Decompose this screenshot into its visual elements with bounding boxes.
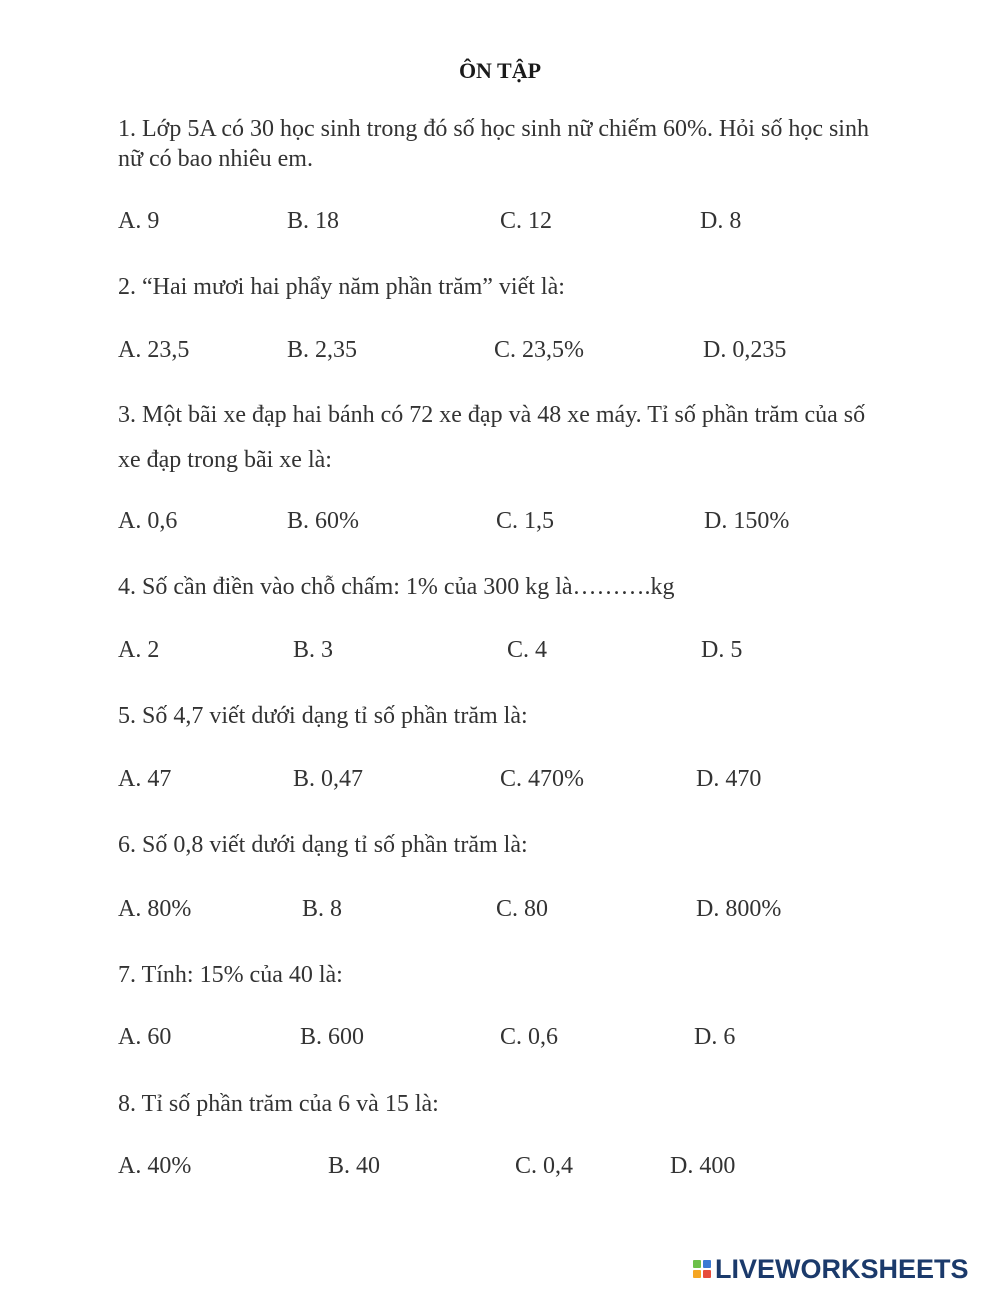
q2-option-c: C. 23,5% — [494, 337, 584, 363]
q5-option-c: C. 470% — [500, 766, 584, 792]
q6-option-c: C. 80 — [496, 896, 549, 922]
q8-option-a: A. 40% — [118, 1153, 192, 1179]
q1-option-b: B. 18 — [287, 208, 340, 234]
q7-option-d: D. 6 — [694, 1024, 736, 1050]
logo-text: LIVEWORKSHEETS — [715, 1253, 969, 1284]
q7-option-b: B. 600 — [300, 1024, 365, 1050]
question-4: 4. Số cần điền vào chỗ chấm: 1% của 300 kg là……….kg — [118, 574, 675, 600]
q3-option-b: B. 60% — [287, 508, 359, 534]
q4-option-b: B. 3 — [293, 637, 334, 663]
q6-option-b: B. 8 — [302, 896, 343, 922]
q2-option-b: B. 2,35 — [287, 337, 358, 363]
q1-option-d: D. 8 — [700, 208, 742, 234]
q1-option-a: A. 9 — [118, 208, 160, 234]
q1-option-c: C. 12 — [500, 208, 553, 234]
q3-option-c: C. 1,5 — [496, 508, 555, 534]
q7-option-a: A. 60 — [118, 1024, 172, 1050]
q2-option-d: D. 0,235 — [703, 337, 787, 363]
liveworksheets-logo[interactable] — [693, 1254, 969, 1284]
page-title: ÔN TẬP — [458, 58, 542, 83]
q8-option-b: B. 40 — [328, 1153, 381, 1179]
question-1: 1. Lớp 5A có 30 học sinh trong đó số học sinh nữ chiếm 60%. Hỏi số học sinh nữ có bao nhiêu em. — [118, 116, 869, 172]
liveworksheets-logo-icon — [693, 1260, 711, 1278]
question-8: 8. Tỉ số phần trăm của 6 và 15 là: — [118, 1091, 439, 1117]
q2-option-a: A. 23,5 — [118, 337, 190, 363]
q8-option-c: C. 0,4 — [515, 1153, 574, 1179]
q5-option-a: A. 47 — [118, 766, 172, 792]
q6-option-d: D. 800% — [696, 896, 782, 922]
q3-option-a: A. 0,6 — [118, 508, 178, 534]
q4-option-c: C. 4 — [507, 637, 548, 663]
q7-option-c: C. 0,6 — [500, 1024, 559, 1050]
question-7: 7. Tính: 15% của 40 là: — [118, 962, 343, 988]
question-5: 5. Số 4,7 viết dưới dạng tỉ số phần trăm là: — [118, 703, 528, 729]
q6-option-a: A. 80% — [118, 896, 192, 922]
q8-option-d: D. 400 — [670, 1153, 736, 1179]
q3-option-d: D. 150% — [704, 508, 790, 534]
q4-option-d: D. 5 — [701, 637, 743, 663]
question-6: 6. Số 0,8 viết dưới dạng tỉ số phần trăm là: — [118, 832, 528, 858]
q5-option-d: D. 470 — [696, 766, 762, 792]
question-2: 2. “Hai mươi hai phẩy năm phần trăm” viết là: — [118, 274, 565, 300]
q5-option-b: B. 0,47 — [293, 766, 364, 792]
question-3: 3. Một bãi xe đạp hai bánh có 72 xe đạp và 48 xe máy. Tỉ số phần trăm của số xe đạp trong bãi xe là: — [118, 402, 866, 473]
q4-option-a: A. 2 — [118, 637, 160, 663]
